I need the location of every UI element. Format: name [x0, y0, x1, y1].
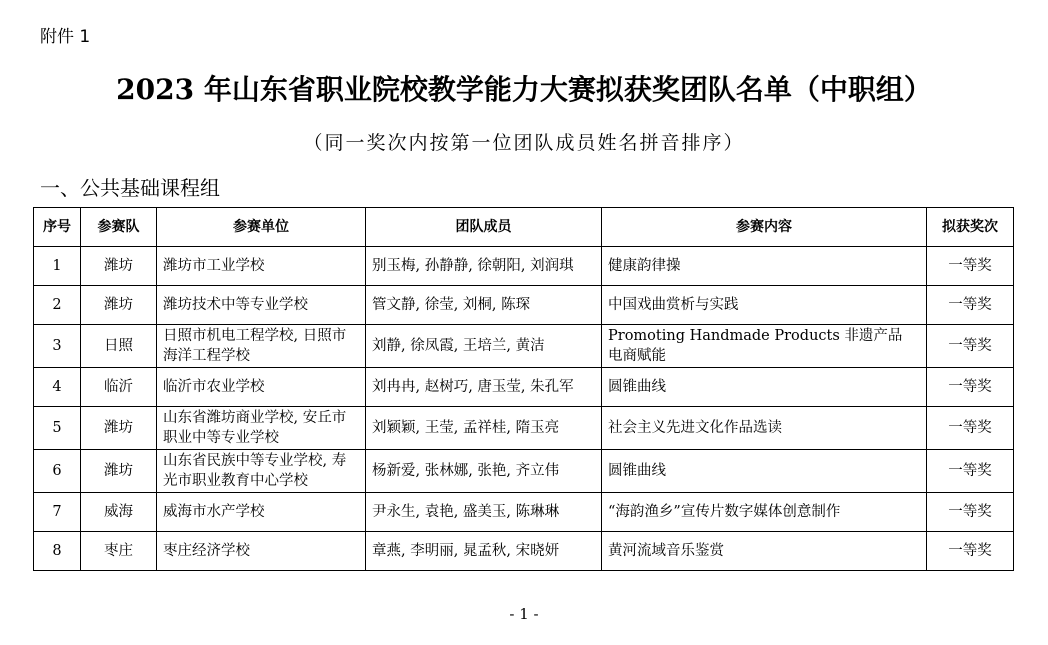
- cell-no: 2: [34, 286, 81, 325]
- cell-team: 潍坊: [81, 407, 157, 450]
- cell-content: “海韵渔乡”宣传片数字媒体创意制作: [602, 493, 927, 532]
- cell-content: 健康韵律操: [602, 247, 927, 286]
- cell-no: 1: [34, 247, 81, 286]
- cell-members: 刘静, 徐凤霞, 王培兰, 黄洁: [366, 325, 602, 368]
- cell-team: 潍坊: [81, 247, 157, 286]
- header-content: 参赛内容: [602, 208, 927, 247]
- cell-award: 一等奖: [927, 493, 1014, 532]
- cell-content: 圆锥曲线: [602, 368, 927, 407]
- cell-content: 社会主义先进文化作品选读: [602, 407, 927, 450]
- cell-award: 一等奖: [927, 368, 1014, 407]
- cell-unit: 威海市水产学校: [157, 493, 366, 532]
- award-table: [33, 207, 1014, 571]
- table-row: [34, 368, 1014, 407]
- cell-members: 杨新爱, 张林娜, 张艳, 齐立伟: [366, 450, 602, 493]
- cell-unit: 枣庄经济学校: [157, 532, 366, 571]
- cell-content: 黄河流域音乐鉴赏: [602, 532, 927, 571]
- cell-award: 一等奖: [927, 532, 1014, 571]
- cell-members: 管文静, 徐莹, 刘桐, 陈琛: [366, 286, 602, 325]
- document-subtitle: （同一奖次内按第一位团队成员姓名拼音排序）: [303, 132, 745, 154]
- cell-no: 7: [34, 493, 81, 532]
- cell-award: 一等奖: [927, 247, 1014, 286]
- header-members: 团队成员: [366, 208, 602, 247]
- cell-unit: 潍坊市工业学校: [157, 247, 366, 286]
- table-row: [34, 532, 1014, 571]
- cell-members: 刘颖颖, 王莹, 孟祥桂, 隋玉亮: [366, 407, 602, 450]
- cell-team: 临沂: [81, 368, 157, 407]
- cell-award: 一等奖: [927, 407, 1014, 450]
- cell-team: 枣庄: [81, 532, 157, 571]
- table-row: [34, 325, 1014, 368]
- header-team: 参赛队: [81, 208, 157, 247]
- cell-members: 刘冉冉, 赵树巧, 唐玉莹, 朱孔军: [366, 368, 602, 407]
- cell-award: 一等奖: [927, 450, 1014, 493]
- cell-unit: 临沂市农业学校: [157, 368, 366, 407]
- cell-no: 5: [34, 407, 81, 450]
- cell-content: 中国戏曲赏析与实践: [602, 286, 927, 325]
- table-row: [34, 493, 1014, 532]
- cell-unit: 日照市机电工程学校, 日照市海洋工程学校: [157, 325, 366, 368]
- cell-no: 6: [34, 450, 81, 493]
- header-no: 序号: [34, 208, 81, 247]
- table-row: [34, 407, 1014, 450]
- table-header-row: [34, 208, 1014, 247]
- cell-members: 尹永生, 袁艳, 盛美玉, 陈琳琳: [366, 493, 602, 532]
- page-number: - 1 -: [509, 605, 539, 623]
- section-heading: 一、公共基础课程组: [40, 176, 220, 200]
- table-row: [34, 450, 1014, 493]
- cell-award: 一等奖: [927, 325, 1014, 368]
- cell-members: 章燕, 李明丽, 晁孟秋, 宋晓妍: [366, 532, 602, 571]
- cell-team: 潍坊: [81, 286, 157, 325]
- cell-no: 3: [34, 325, 81, 368]
- table-row: [34, 247, 1014, 286]
- attachment-label: 附件 1: [40, 27, 91, 47]
- cell-team: 潍坊: [81, 450, 157, 493]
- cell-unit: 山东省潍坊商业学校, 安丘市职业中等专业学校: [157, 407, 366, 450]
- header-unit: 参赛单位: [157, 208, 366, 247]
- cell-members: 别玉梅, 孙静静, 徐朝阳, 刘润琪: [366, 247, 602, 286]
- document-title: 2023 年山东省职业院校教学能力大赛拟获奖团队名单（中职组）: [116, 73, 932, 106]
- header-award: 拟获奖次: [927, 208, 1014, 247]
- cell-content: 圆锥曲线: [602, 450, 927, 493]
- cell-unit: 潍坊技术中等专业学校: [157, 286, 366, 325]
- cell-award: 一等奖: [927, 286, 1014, 325]
- cell-no: 8: [34, 532, 81, 571]
- cell-team: 日照: [81, 325, 157, 368]
- cell-no: 4: [34, 368, 81, 407]
- cell-content: Promoting Handmade Products 非遗产品 电商赋能: [602, 325, 927, 368]
- table-row: [34, 286, 1014, 325]
- cell-unit: 山东省民族中等专业学校, 寿光市职业教育中心学校: [157, 450, 366, 493]
- cell-team: 威海: [81, 493, 157, 532]
